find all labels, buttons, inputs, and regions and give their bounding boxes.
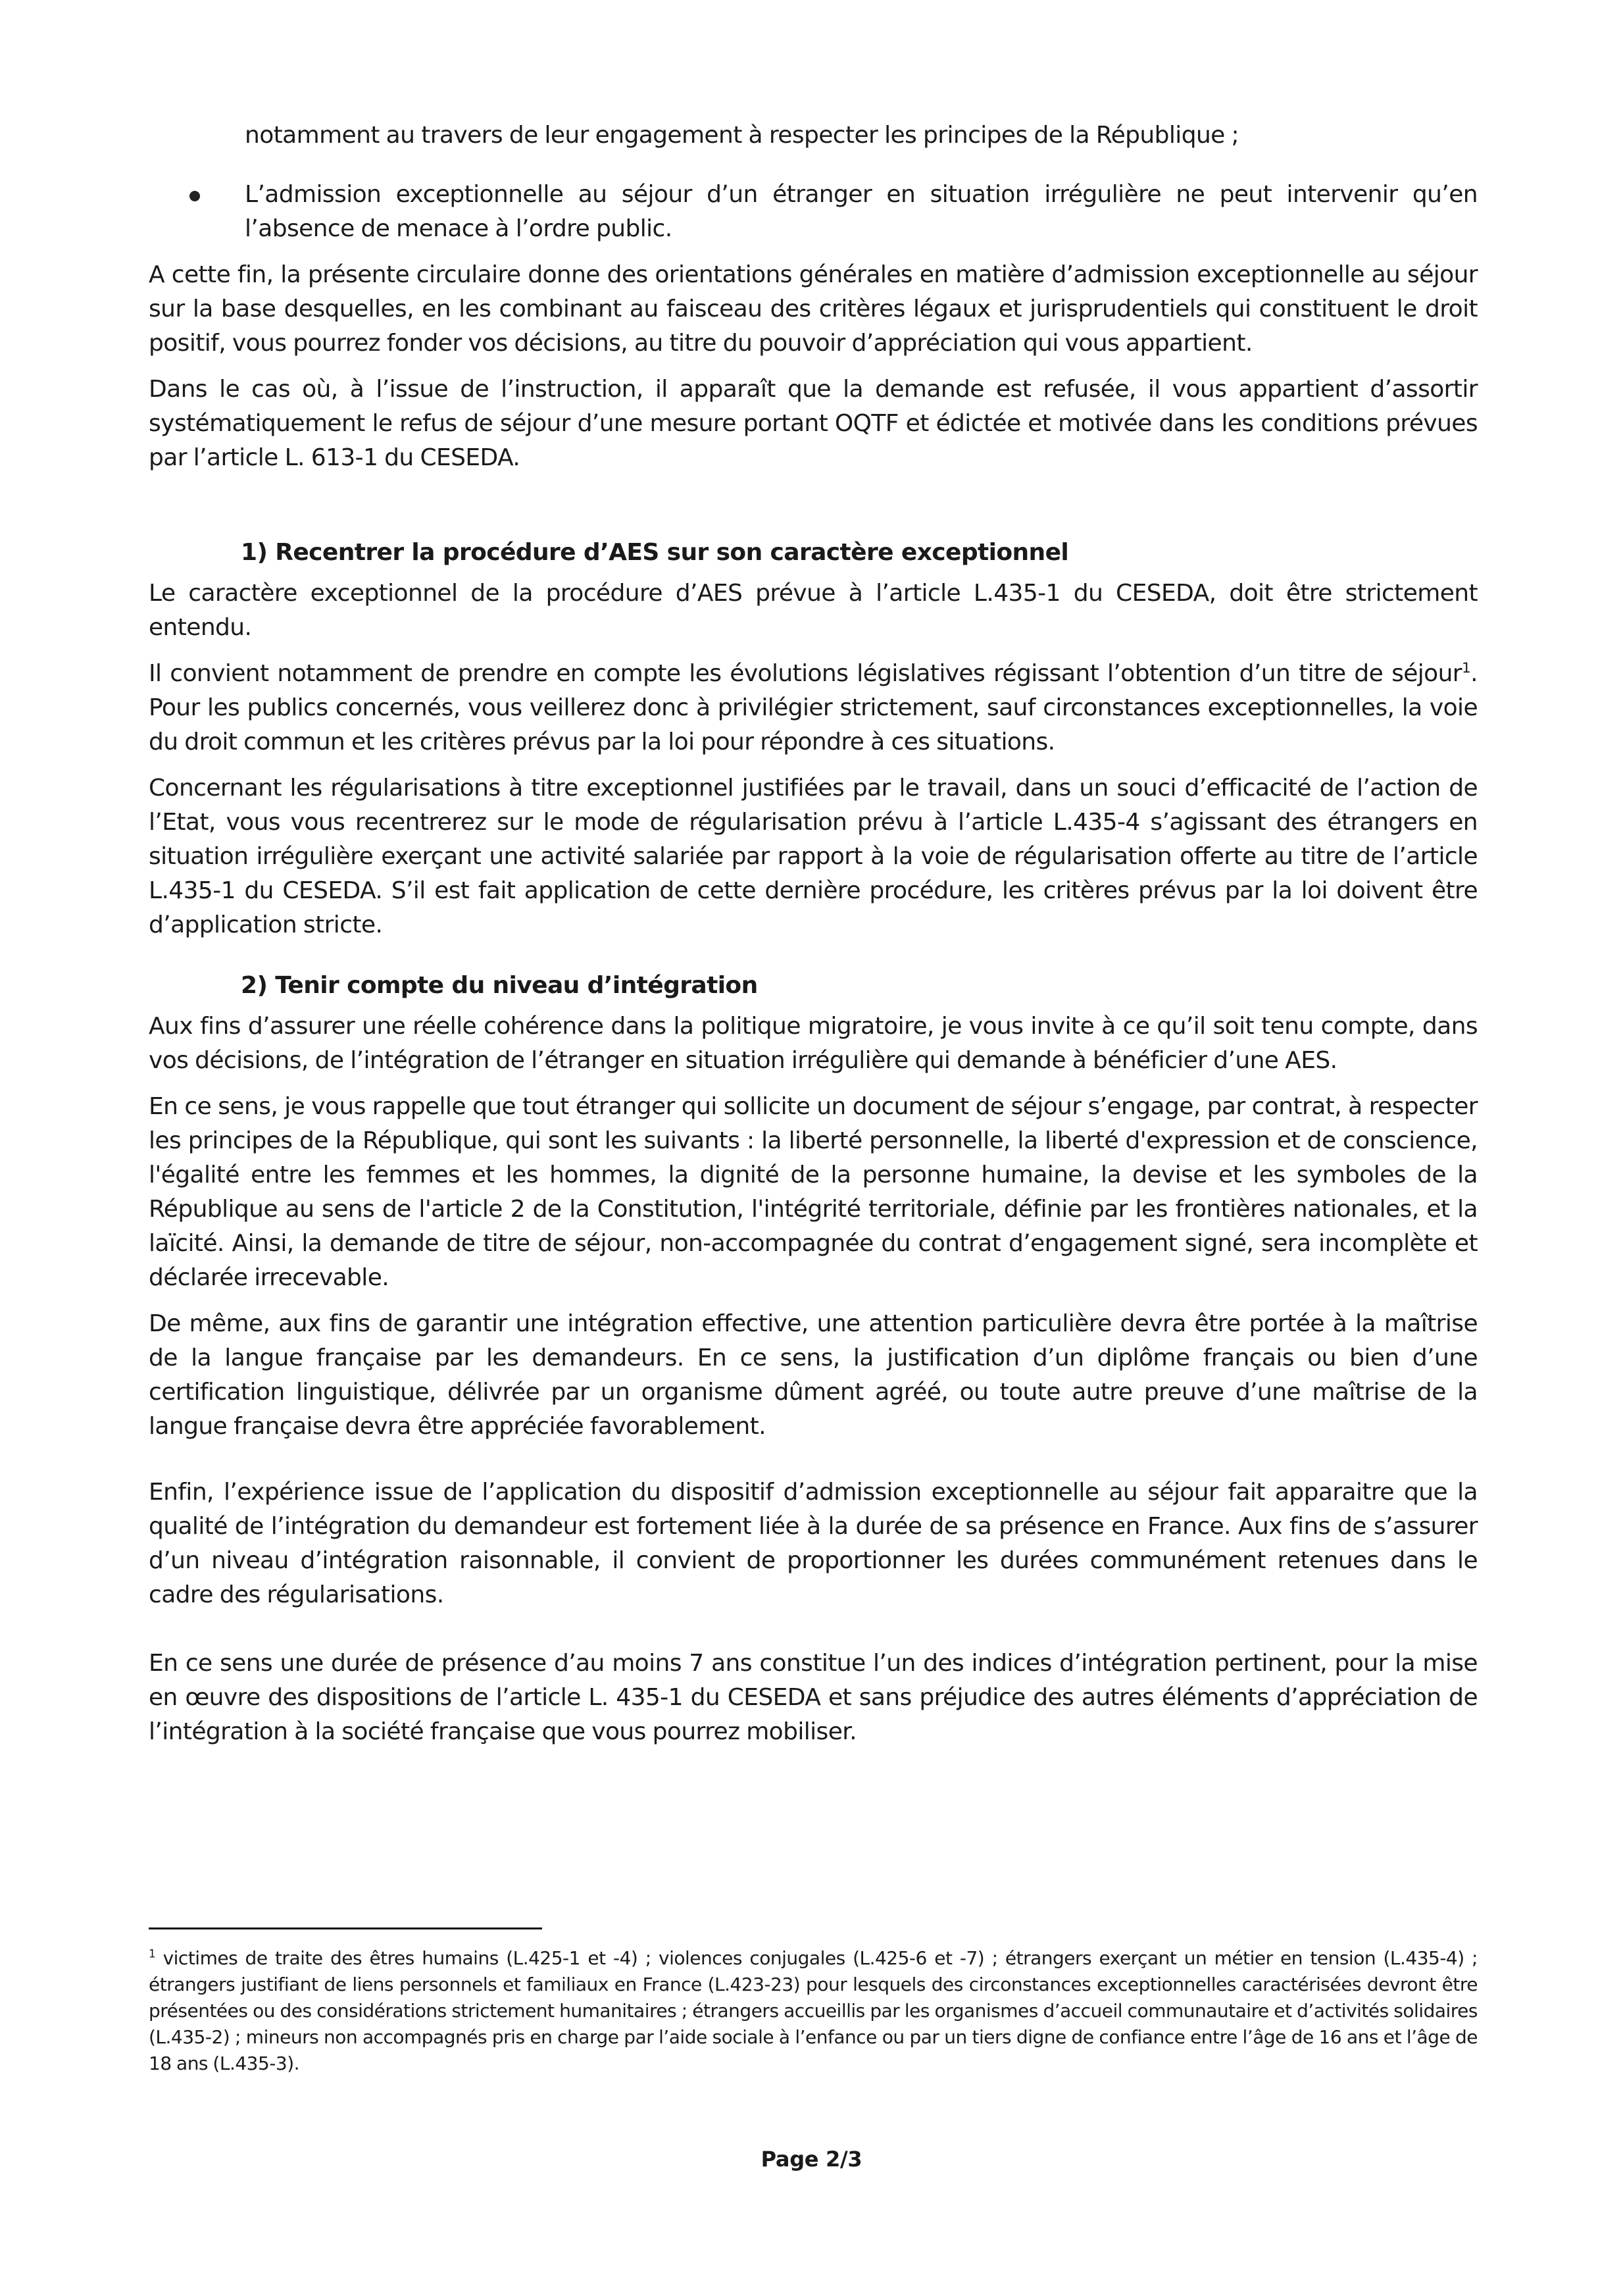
section-2-paragraph-4: Enfin, l’expérience issue de l’application du dispositif d’admission exceptionnelle au séjour fait apparaitre que la qualité de l’intégration du demandeur est fortement liée à la durée de sa présence en France. Aux fins de s’assurer d’un niveau d’intégration raisonnable, il convient de proportionner les durées communément retenues dans le cadre des régularisations. <box>149 1479 1478 1608</box>
footnote-number: 1 <box>149 1947 156 1960</box>
section-2-paragraph-3: De même, aux fins de garantir une intégration effective, une attention particulière devra être portée à la maîtrise de la langue française par les demandeurs. En ce sens, la justification d’un diplôme français ou bien d’une certification linguistique, délivrée par un organisme dûment agréé, ou toute autre preuve d’une maîtrise de la langue française devra être appréciée favorablement. <box>149 1310 1478 1440</box>
paragraph-intro-1: A cette fin, la présente circulaire donne des orientations générales en matière d’admission exceptionnelle au séjour sur la base desquelles, en les combinant au faisceau des critères légaux et jurisprudentiels qui constituent le droit positif, vous pourrez fonder vos décisions, au titre du pouvoir d’appréciation qui vous appartient. <box>149 261 1478 357</box>
page-number: Page 2/3 <box>761 2147 862 2172</box>
footnote-reference[interactable]: 1 <box>1462 660 1471 676</box>
bullet-text: L’admission exceptionnelle au séjour d’un étranger en situation irrégulière ne peut intervenir qu’en l’absence de menace à l’ordre public. <box>245 181 1478 242</box>
bullet-icon <box>189 191 200 201</box>
footnote <box>149 1945 1478 2077</box>
section-heading-1: 1) Recentrer la procédure d’AES sur son caractère exceptionnel <box>241 539 1069 566</box>
bullet-continuation-line: notamment au travers de leur engagement à respecter les principes de la République ; <box>245 122 1239 149</box>
paragraph-text-after-footnote: . Pour les publics concernés, vous veillerez donc à privilégier strictement, sauf circonstances exceptionnelles, la voie du droit commun et les critères prévus par la loi pour répondre à ces situations. <box>149 660 1478 755</box>
section-heading-2: 2) Tenir compte du niveau d’intégration <box>241 972 758 999</box>
section-1-paragraph-3: Concernant les régularisations à titre exceptionnel justifiées par le travail, dans un souci d’efficacité de l’action de l’Etat, vous vous recentrerez sur le mode de régularisation prévu à l’article L.435-4 s’agissant des étrangers en situation irrégulière exerçant une activité salariée par rapport à la voie de régularisation offerte au titre de l’article L.435-1 du CESEDA. S’il est fait application de cette dernière procédure, les critères prévus par la loi doivent être d’application stricte. <box>149 775 1478 938</box>
footnote-separator <box>149 1927 542 1929</box>
paragraph-intro-2: Dans le cas où, à l’issue de l’instruction, il apparaît que la demande est refusée, il vous appartient d’assortir systématiquement le refus de séjour d’une mesure portant OQTF et édictée et motivée dans les conditions prévues par l’article L. 613-1 du CESEDA. <box>149 376 1478 471</box>
bullet-item <box>149 178 1478 246</box>
section-1-paragraph-1: Le caractère exceptionnel de la procédure d’AES prévue à l’article L.435-1 du CESEDA, doit être strictement entendu. <box>149 580 1478 641</box>
document-body <box>149 118 1478 1749</box>
section-1-paragraph-2 <box>149 657 1478 759</box>
section-2-paragraph-2: En ce sens, je vous rappelle que tout étranger qui sollicite un document de séjour s’engage, par contrat, à respecter les principes de la République, qui sont les suivants : la liberté personnelle, la liberté d'expression et de conscience, l'égalité entre les femmes et les hommes, la dignité de la personne humaine, la devise et les symboles de la République au sens de l'article 2 de la Constitution, l'intégrité territoriale, définie par les frontières nationales, et la laïcité. Ainsi, la demande de titre de séjour, non-accompagnée du contrat d’engagement signé, sera incomplète et déclarée irrecevable. <box>149 1093 1478 1291</box>
footnote-text: victimes de traite des êtres humains (L.425-1 et -4) ; violences conjugales (L.425-6 et -7) ; étrangers exerçant un métier en tension (L.435-4) ; étrangers justifiant de liens personnels et familiaux en France (L.423-23) pour lesquels des circonstances exceptionnelles caractérisées devront être présentées ou des considérations strictement humanitaires ; étrangers accueillis par les organismes d’accueil communautaire et d’activités solidaires (L.435-2) ; mineurs non accompagnés pris en charge par l’aide sociale à l’enfance ou par un tiers digne de confiance entre l’âge de 16 ans et l’âge de 18 ans (L.435-3). <box>149 1947 1478 2074</box>
section-2-paragraph-1: Aux fins d’assurer une réelle cohérence dans la politique migratoire, je vous invite à ce qu’il soit tenu compte, dans vos décisions, de l’intégration de l’étranger en situation irrégulière qui demande à bénéficier d’une AES. <box>149 1013 1478 1074</box>
paragraph-text-before-footnote: Il convient notamment de prendre en compte les évolutions législatives régissant l’obtention d’un titre de séjour <box>149 660 1462 687</box>
section-2-paragraph-5: En ce sens une durée de présence d’au moins 7 ans constitue l’un des indices d’intégration pertinent, pour la mise en œuvre des dispositions de l’article L. 435-1 du CESEDA et sans préjudice des autres éléments d’appréciation de l’intégration à la société française que vous pourrez mobiliser. <box>149 1650 1478 1745</box>
